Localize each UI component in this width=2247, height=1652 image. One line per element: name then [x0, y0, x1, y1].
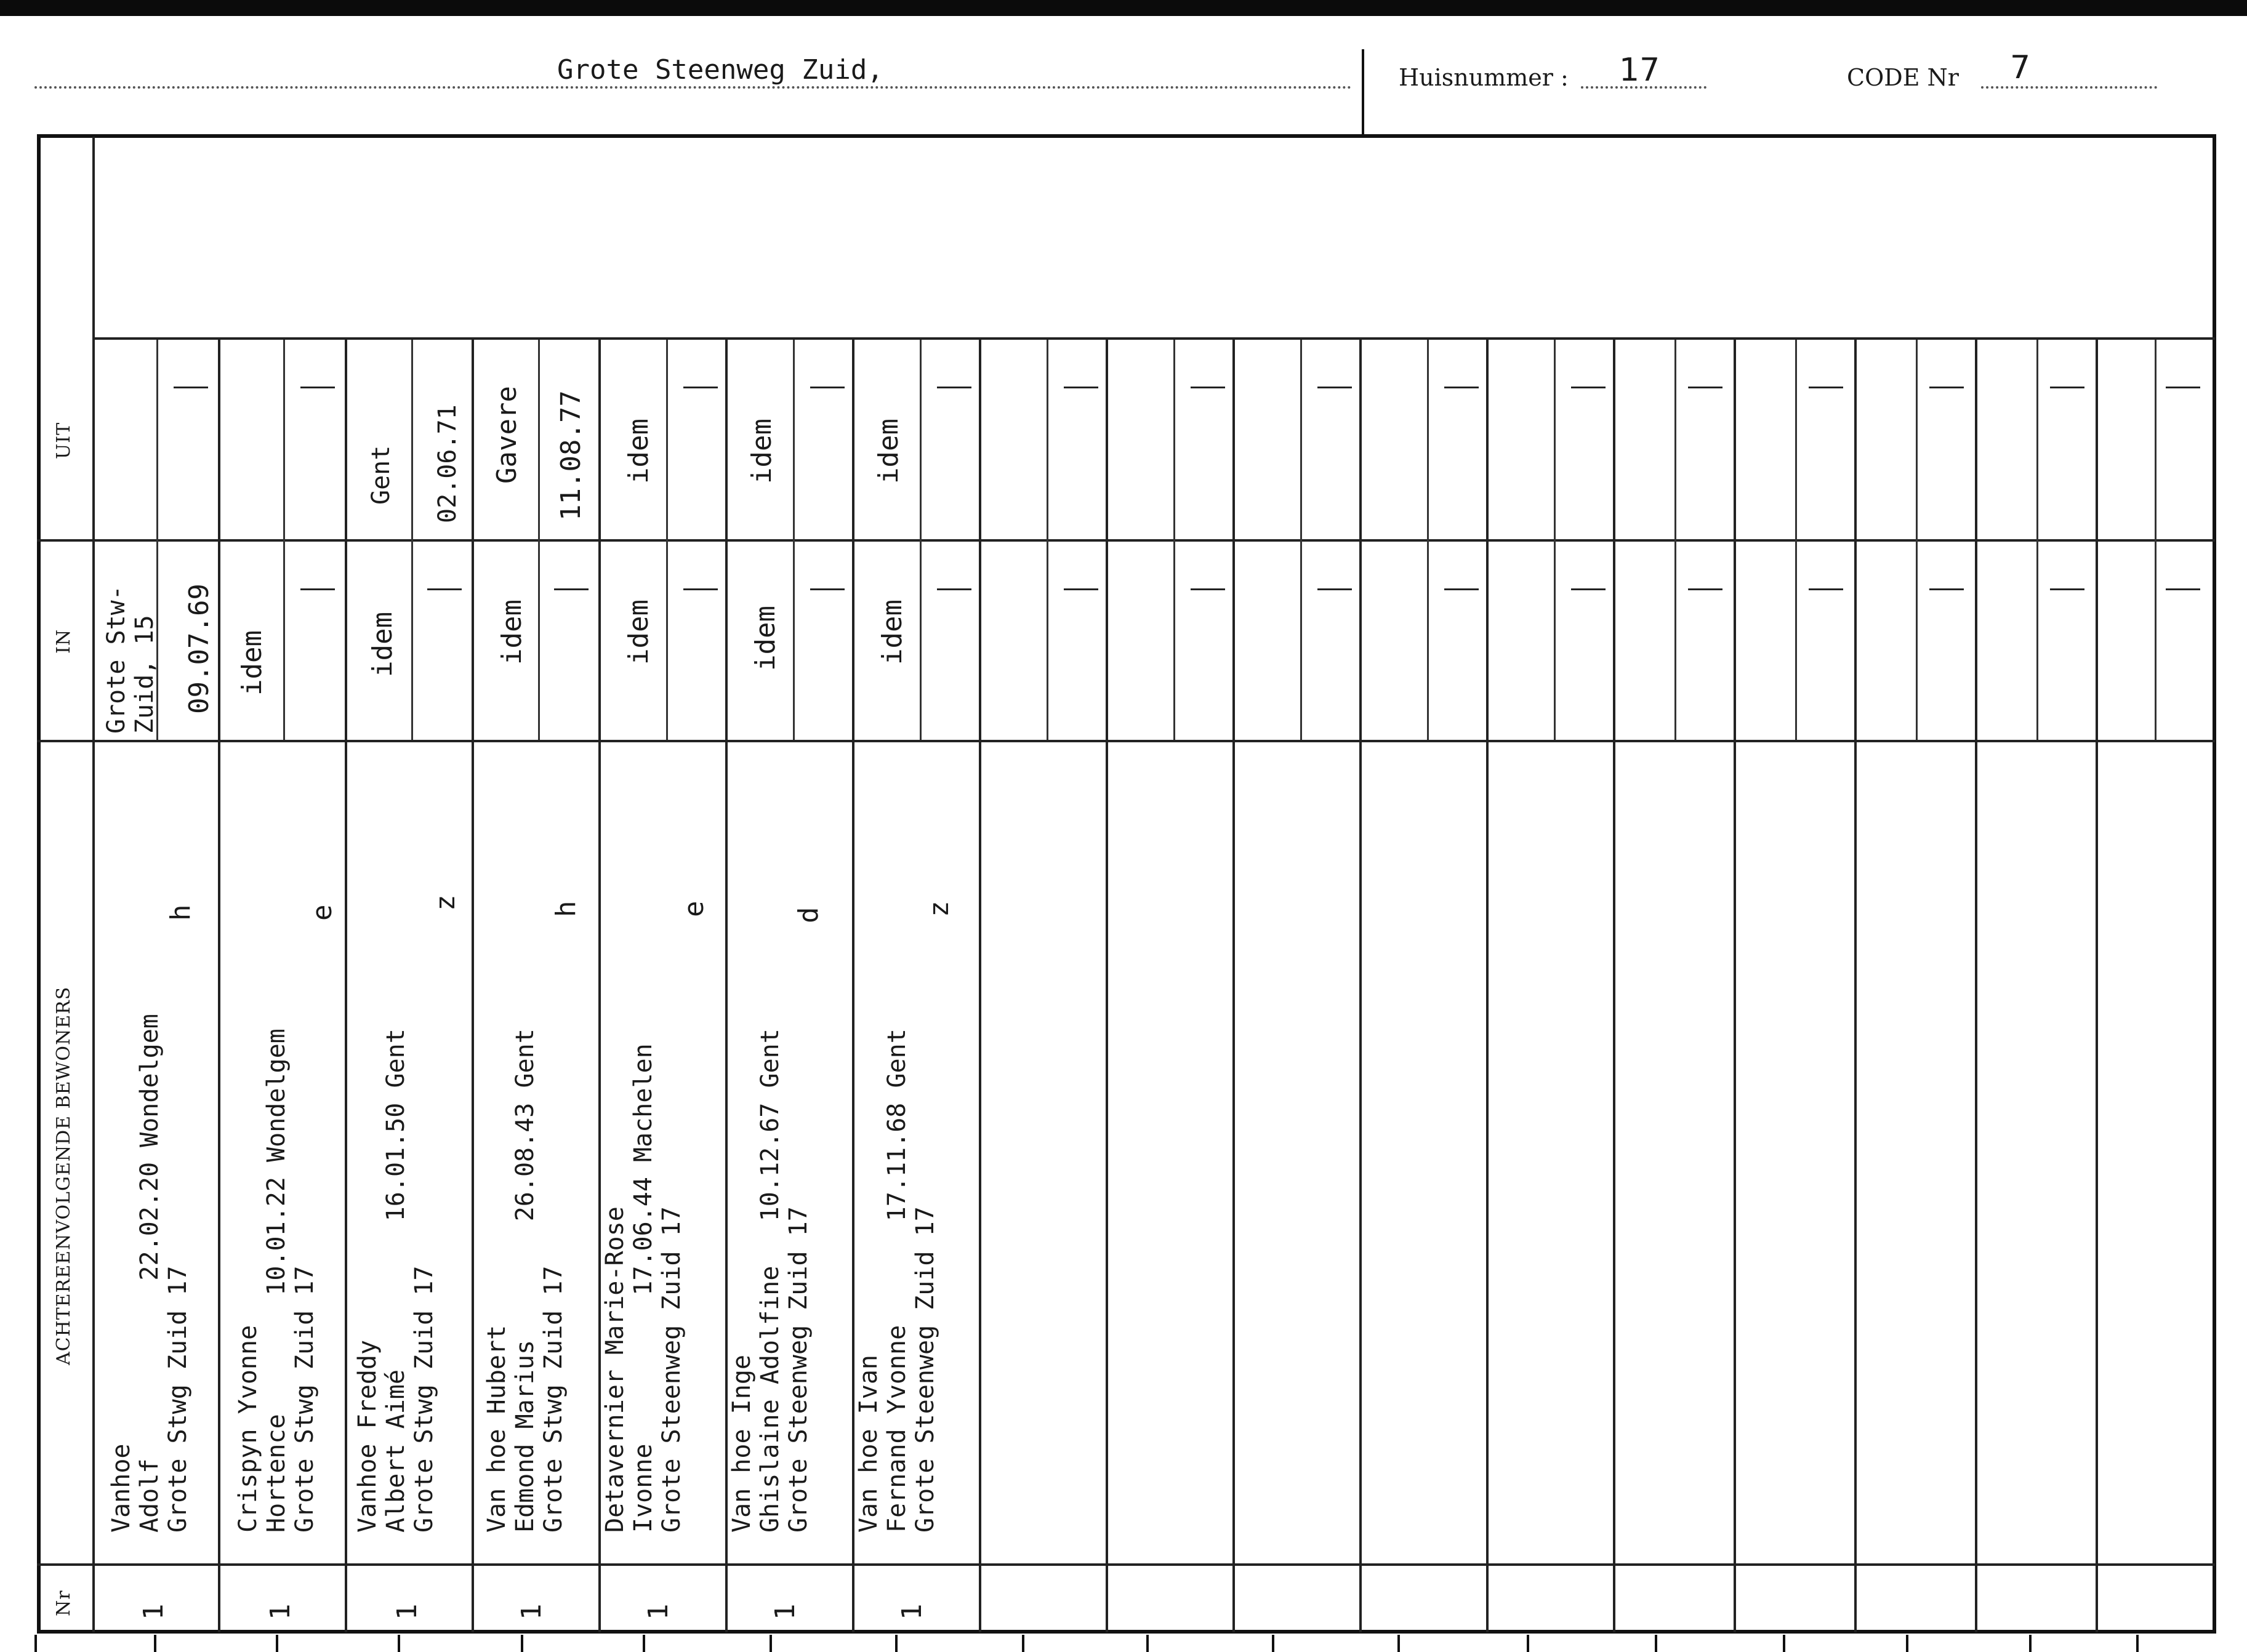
section-label-nr: Nr	[53, 1590, 74, 1616]
subcolumn-divider	[1674, 340, 1676, 740]
subcolumn-divider	[1427, 340, 1429, 740]
huisnummer-value: 17	[1619, 52, 1660, 89]
blank-dash	[1191, 387, 1225, 388]
column-divider	[2096, 340, 2098, 1632]
blank-dash	[300, 387, 335, 388]
blank-dash	[1929, 588, 1964, 590]
blank-dash	[554, 588, 589, 590]
resident-line: Van hoe Hubert	[483, 1325, 511, 1533]
blank-dash	[1317, 588, 1352, 590]
blank-dash	[1191, 588, 1225, 590]
resident-entry-1	[107, 1014, 192, 1533]
resident-line: Crispyn Yvonne	[234, 1325, 262, 1533]
edge-tick	[895, 1635, 898, 1652]
resident-line: Edmond Marius 26.08.43 Gent	[511, 1028, 539, 1533]
subcolumn-divider	[1795, 340, 1797, 740]
column-divider	[345, 340, 347, 1632]
resident-line: Albert Aimé 16.01.50 Gent	[382, 1028, 410, 1533]
code-label: CODE Nr	[1847, 64, 1959, 91]
column-divider	[1486, 340, 1489, 1632]
uit-place: idem	[873, 419, 904, 484]
column-divider	[1854, 340, 1857, 1632]
scan-top-edge	[0, 0, 2247, 16]
resident-line: Grote Stwg Zuid 17	[291, 1265, 319, 1533]
blank-dash	[1444, 588, 1479, 590]
edge-tick	[154, 1635, 156, 1652]
nr-value: 1	[896, 1603, 928, 1620]
blank-dash	[937, 588, 971, 590]
in-place-line: Grote Stw-	[102, 585, 131, 734]
column-divider	[1359, 340, 1362, 1632]
resident-line: Detavernier Marie-Rose	[601, 1206, 629, 1533]
section-label-uit: UIT	[53, 422, 74, 459]
edge-tick	[521, 1635, 523, 1652]
edge-tick	[1906, 1635, 1908, 1652]
subcolumn-divider	[2155, 340, 2157, 740]
edge-tick	[1527, 1635, 1529, 1652]
label-column-divider	[92, 137, 95, 1632]
blank-dash	[683, 588, 718, 590]
status-mark: e	[307, 904, 338, 921]
in-place: idem	[877, 599, 908, 665]
blank-dash	[1809, 387, 1843, 388]
subcolumn-divider	[283, 340, 285, 740]
resident-line: Grote Steenweg Zuid 17	[911, 1206, 939, 1533]
nr-value: 1	[643, 1603, 674, 1620]
subcolumn-divider	[793, 340, 795, 740]
blank-dash	[174, 387, 208, 388]
section-label-in: IN	[53, 628, 74, 654]
edge-tick	[1655, 1635, 1657, 1652]
blank-dash	[1809, 588, 1843, 590]
subcolumn-divider	[538, 340, 540, 740]
blank-dash	[2050, 588, 2084, 590]
resident-line: Grote Stwg Zuid 17	[410, 1265, 438, 1533]
edge-tick	[770, 1635, 772, 1652]
resident-entry-5	[601, 1043, 686, 1533]
resident-line: Adolf 22.02.20 Wondelgem	[135, 1014, 164, 1533]
column-divider	[1613, 340, 1615, 1632]
in-place: idem	[236, 630, 268, 696]
resident-line: Ghislaine Adolfine 10.12.67 Gent	[756, 1028, 784, 1533]
in-date: 09.07.69	[183, 583, 215, 714]
header-divider	[1362, 49, 1364, 134]
section-label-bewoners: ACHTEREENVOLGENDE BEWONERS	[53, 986, 74, 1365]
edge-tick	[1783, 1635, 1785, 1652]
nr-value: 1	[138, 1603, 169, 1620]
column-divider	[1734, 340, 1736, 1632]
code-dotted-line	[1981, 86, 2157, 89]
blank-dash	[1317, 387, 1352, 388]
blank-dash	[2166, 588, 2200, 590]
blank-dash	[810, 387, 845, 388]
status-mark: z	[430, 894, 461, 911]
resident-line: Vanhoe	[107, 1443, 135, 1533]
edge-tick	[643, 1635, 645, 1652]
subcolumn-divider	[1047, 340, 1048, 740]
edge-tick	[276, 1635, 278, 1652]
subcolumn-divider	[666, 340, 668, 740]
in-bewoners-divider	[37, 740, 2215, 742]
status-mark: z	[923, 900, 955, 917]
subcolumn-divider	[1554, 340, 1556, 740]
edge-tick	[1022, 1635, 1024, 1652]
subcolumn-divider	[1300, 340, 1302, 740]
edge-tick	[1272, 1635, 1274, 1652]
column-divider	[472, 340, 474, 1632]
uit-date: 11.08.77	[555, 390, 587, 521]
uit-in-divider	[37, 539, 2215, 542]
bewoners-nr-divider	[37, 1563, 2215, 1566]
in-place: idem	[496, 599, 528, 665]
street-dotted-line	[34, 86, 1352, 89]
blank-dash	[1571, 588, 1606, 590]
edge-tick	[398, 1635, 400, 1652]
blank-dash	[1571, 387, 1606, 388]
column-divider	[218, 340, 220, 1632]
resident-line: Grote Stwg Zuid 17	[539, 1265, 568, 1533]
blank-dash	[1688, 387, 1722, 388]
resident-line: Van hoe Ivan	[854, 1355, 883, 1533]
in-place: idem	[623, 599, 654, 665]
blank-dash	[1064, 588, 1098, 590]
edge-tick	[2029, 1635, 2032, 1652]
blank-dash	[810, 588, 845, 590]
in-place	[102, 585, 159, 734]
nr-value: 1	[265, 1603, 296, 1620]
street-name: Grote Steenweg Zuid,	[557, 54, 883, 86]
column-divider	[1232, 340, 1235, 1632]
resident-line: Van hoe Inge	[728, 1355, 756, 1533]
edge-tick	[1146, 1635, 1149, 1652]
resident-entry-6	[728, 1028, 813, 1533]
nr-value: 1	[516, 1603, 547, 1620]
resident-line: Fernand Yvonne 17.11.68 Gent	[883, 1028, 911, 1533]
blank-dash	[1064, 387, 1098, 388]
in-place: idem	[367, 612, 398, 677]
blank-dash	[1688, 588, 1722, 590]
resident-entry-3	[353, 1028, 438, 1533]
edge-tick	[1397, 1635, 1400, 1652]
subcolumn-divider	[2036, 340, 2038, 740]
resident-entry-7	[854, 1028, 939, 1533]
status-mark: d	[793, 907, 824, 923]
nr-value: 1	[392, 1603, 423, 1620]
subcolumn-divider	[411, 340, 413, 740]
blank-dash	[2050, 387, 2084, 388]
blank-dash	[1444, 387, 1479, 388]
nr-value: 1	[770, 1603, 801, 1620]
blank-dash	[937, 387, 971, 388]
blank-dash	[300, 588, 335, 590]
code-value: 7	[2010, 49, 2031, 86]
subcolumn-divider	[920, 340, 922, 740]
edge-tick	[34, 1635, 37, 1652]
resident-entry-4	[483, 1028, 568, 1533]
resident-line: Vanhoe Freddy	[353, 1339, 382, 1533]
column-divider	[979, 340, 981, 1632]
resident-line: Grote Steenweg Zuid 17	[657, 1206, 686, 1533]
resident-line: Ivonne 17.06.44 Machelen	[629, 1043, 657, 1533]
status-mark: e	[678, 900, 710, 917]
blank-dash	[427, 588, 462, 590]
blank-dash	[1929, 387, 1964, 388]
column-divider	[1975, 340, 1977, 1632]
subcolumn-divider	[1173, 340, 1175, 740]
resident-line: Grote Stwg Zuid 17	[164, 1265, 192, 1533]
in-place-line: Zuid, 15	[131, 615, 159, 734]
resident-line: Grote Steenweg Zuid 17	[784, 1206, 813, 1533]
blank-dash	[683, 387, 718, 388]
uit-place: Gent	[367, 445, 395, 505]
status-mark: h	[165, 904, 196, 921]
uit-place: idem	[623, 419, 654, 484]
uit-place: idem	[746, 419, 778, 484]
edge-tick	[2136, 1635, 2139, 1652]
status-mark: h	[550, 900, 582, 917]
resident-entry-2	[234, 1028, 319, 1533]
subcolumn-divider	[1916, 340, 1918, 740]
uit-date: 02.06.71	[433, 404, 462, 523]
uit-place: Gavere	[491, 386, 523, 484]
resident-line: Hortence 10.01.22 Wondelgem	[262, 1028, 291, 1533]
blank-dash	[2166, 387, 2200, 388]
in-place: idem	[750, 606, 781, 671]
column-divider	[1106, 340, 1108, 1632]
huisnummer-label: Huisnummer :	[1399, 64, 1569, 91]
